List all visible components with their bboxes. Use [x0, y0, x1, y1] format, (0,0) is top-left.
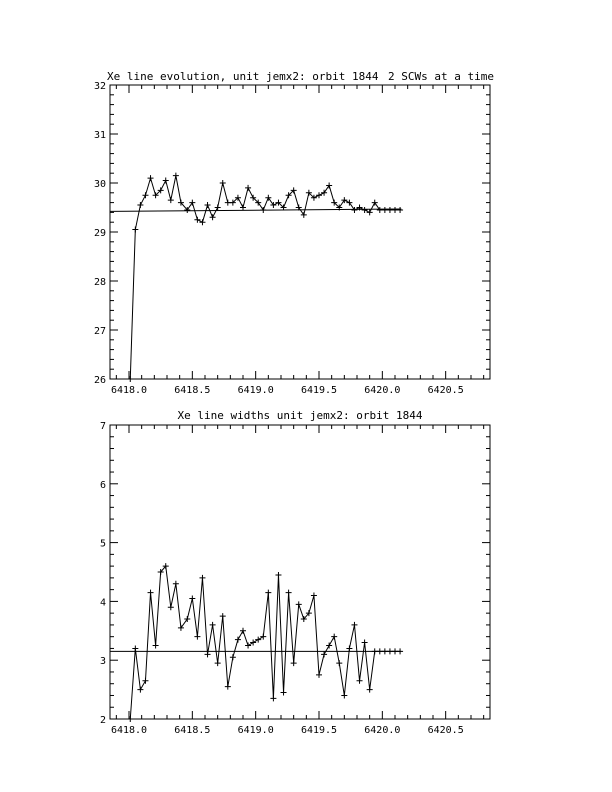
bottom-data-point — [235, 637, 241, 643]
bottom-data-point — [205, 651, 211, 657]
bottom-data-point — [240, 628, 246, 634]
bottom-x-tick-label: 6420.5 — [427, 725, 464, 736]
bottom-data-point — [245, 643, 251, 649]
bottom-data-point — [148, 590, 154, 596]
bottom-data-point — [311, 593, 317, 599]
bottom-x-tick-label: 6419.5 — [300, 725, 338, 736]
top-x-tick-label: 6418.0 — [110, 385, 148, 396]
bottom-data-point — [275, 572, 281, 578]
bottom-data-point — [250, 640, 256, 646]
top-data-point — [245, 185, 251, 191]
bottom-y-tick-label: 6 — [99, 479, 106, 491]
top-data-point — [326, 182, 332, 188]
bottom-data-point — [281, 690, 287, 696]
bottom-data-point — [346, 645, 352, 651]
bottom-data-point — [265, 590, 271, 596]
top-y-tick-label: 31 — [93, 130, 106, 141]
top-chart-title: Xe line evolution, unit jemx2: orbit 1844 — [107, 70, 379, 83]
top-y-tick-label: 27 — [93, 326, 106, 337]
bottom-y-tick-label: 4 — [99, 597, 106, 609]
bottom-data-point — [351, 622, 357, 628]
top-data-point — [168, 197, 174, 203]
top-chart-subtitle: 2 SCWs at a time — [388, 70, 494, 83]
top-x-tick-label: 6420.0 — [364, 385, 401, 396]
top-data-point — [210, 214, 216, 220]
bottom-data-point — [321, 651, 327, 657]
bottom-data-point — [210, 622, 216, 628]
top-data-point — [137, 202, 143, 208]
bottom-data-point — [336, 660, 342, 666]
bottom-data-point — [215, 660, 221, 666]
top-x-tick-label: 6419.5 — [300, 385, 338, 396]
bottom-data-point — [194, 634, 200, 640]
bottom-data-point — [331, 634, 337, 640]
top-data-point — [301, 212, 307, 218]
top-x-tick-label: 6418.5 — [174, 385, 211, 396]
bottom-x-tick-label: 6420.0 — [364, 725, 401, 736]
bottom-plot-frame — [110, 425, 490, 719]
bottom-data-point — [362, 640, 368, 646]
bottom-data-point — [230, 654, 236, 660]
top-data-point — [372, 200, 378, 206]
top-reference-line — [110, 209, 401, 211]
bottom-data-point — [225, 684, 231, 690]
top-data-point — [220, 180, 226, 186]
bottom-y-tick-label: 2 — [99, 715, 106, 726]
bottom-data-point — [173, 581, 179, 587]
bottom-data-point — [199, 575, 205, 581]
top-y-tick-label: 26 — [93, 375, 106, 386]
bottom-y-tick-label: 7 — [99, 421, 106, 432]
bottom-data-point — [189, 595, 195, 601]
bottom-chart-title: Xe line widths unit jemx2: orbit 1844 — [177, 409, 423, 422]
top-data-point — [142, 192, 148, 198]
bottom-data-point — [255, 637, 261, 643]
bottom-data-point — [142, 678, 148, 684]
bottom-data-point — [168, 604, 174, 610]
top-data-point — [127, 376, 133, 382]
top-y-tick-label: 29 — [93, 228, 106, 239]
top-chart — [94, 81, 490, 396]
bottom-data-point — [341, 692, 347, 698]
top-y-tick-label: 32 — [93, 81, 106, 92]
bottom-chart — [100, 421, 490, 736]
bottom-data-series-line — [130, 566, 400, 719]
top-data-point — [240, 205, 246, 211]
bottom-data-point — [291, 660, 297, 666]
bottom-data-point — [270, 695, 276, 701]
bottom-x-tick-label: 6418.5 — [174, 725, 211, 736]
top-x-tick-label: 6419.0 — [237, 385, 274, 396]
top-data-point — [189, 200, 195, 206]
top-data-point — [173, 173, 179, 179]
top-data-point — [205, 202, 211, 208]
bottom-data-point — [132, 645, 138, 651]
bottom-data-point — [357, 678, 363, 684]
bottom-data-point — [137, 687, 143, 693]
top-data-point — [215, 205, 221, 211]
bottom-data-point — [286, 590, 292, 596]
top-data-point — [397, 207, 403, 213]
bottom-data-point — [367, 687, 373, 693]
top-y-tick-label: 30 — [93, 179, 106, 190]
top-x-tick-label: 6420.5 — [427, 385, 464, 396]
bottom-data-point — [220, 613, 226, 619]
top-y-tick-label: 28 — [93, 277, 106, 288]
bottom-data-point — [326, 643, 332, 649]
bottom-data-point — [153, 643, 159, 649]
bottom-data-point — [127, 716, 133, 722]
bottom-data-point — [260, 634, 266, 640]
top-data-point — [163, 178, 169, 184]
bottom-data-point — [296, 601, 302, 607]
bottom-x-tick-label: 6418.0 — [110, 725, 148, 736]
bottom-data-point — [316, 672, 322, 678]
bottom-y-tick-label: 5 — [99, 538, 106, 550]
top-plot-frame — [110, 85, 490, 379]
top-data-point — [148, 175, 154, 181]
top-data-point — [265, 195, 271, 201]
top-data-point — [132, 227, 138, 233]
bottom-x-tick-label: 6419.0 — [237, 725, 274, 736]
bottom-y-tick-label: 3 — [99, 656, 106, 668]
